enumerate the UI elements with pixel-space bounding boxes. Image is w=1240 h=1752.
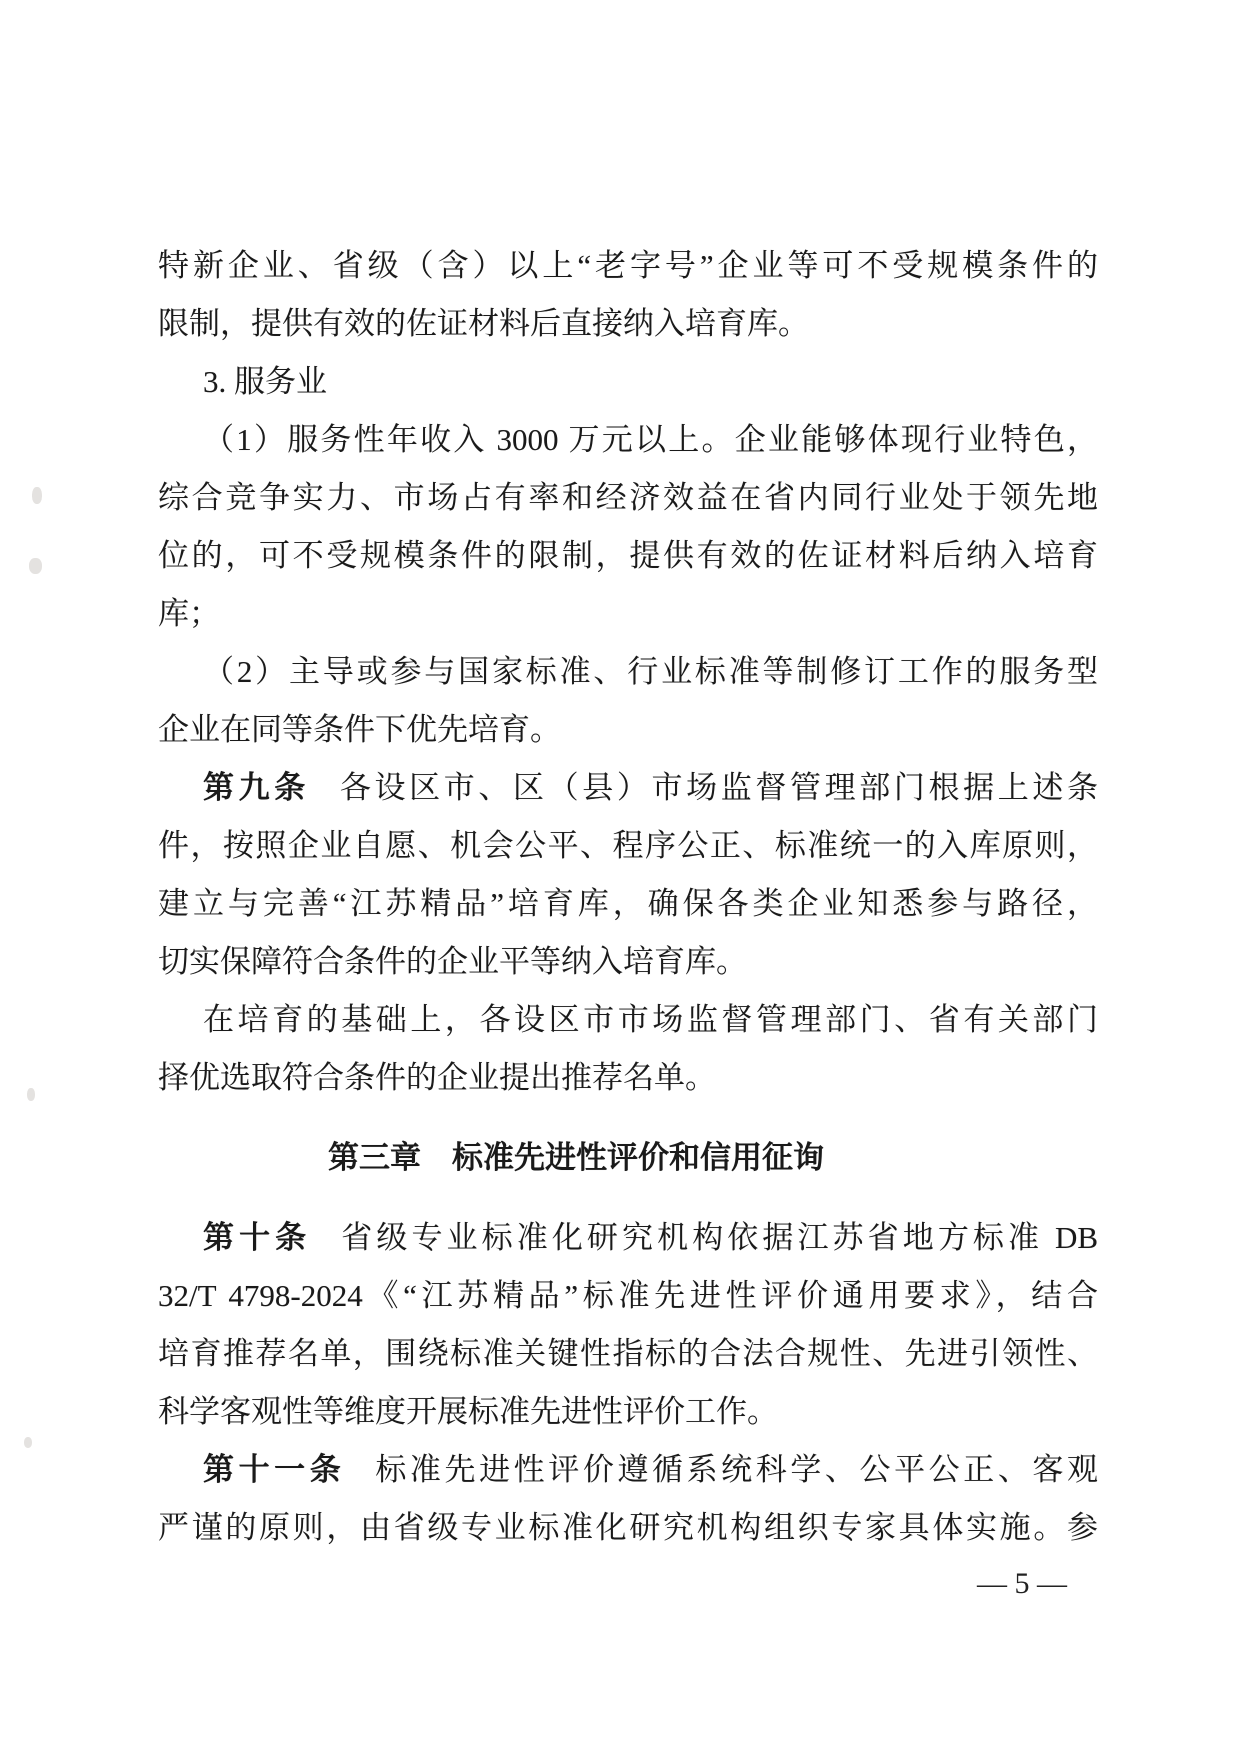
article-number: 第十条 xyxy=(203,1220,312,1255)
text-line: 特新企业、省级（含）以上“老字号”企业等可不受规模条件的 xyxy=(158,248,1098,283)
article-line: 第十条 省级专业标准化研究机构依据江苏省地方标准 DB xyxy=(203,1220,1099,1255)
text-line: 严谨的原则，由省级专业标准化研究机构组织专家具体实施。参 xyxy=(158,1510,1098,1545)
article-line: 第十一条 标准先进性评价遵循系统科学、公平公正、客观 xyxy=(203,1452,1099,1487)
text-line: 32/T 4798-2024《“江苏精品”标准先进性评价通用要求》，结合 xyxy=(158,1278,1098,1313)
chapter-title: 标准先进性评价和信用征询 xyxy=(452,1140,824,1175)
text-line: 件，按照企业自愿、机会公平、程序公正、标准统一的入库原则， xyxy=(158,828,1098,863)
text-line: 择优选取符合条件的企业提出推荐名单。 xyxy=(158,1060,716,1095)
chapter-number: 第三章 xyxy=(328,1140,421,1175)
scan-artifact xyxy=(32,487,42,504)
chapter-heading xyxy=(158,1129,994,1187)
text-line: 在培育的基础上，各设区市市场监督管理部门、省有关部门 xyxy=(203,1002,1098,1037)
scan-artifact xyxy=(27,1088,35,1101)
text-line: 企业在同等条件下优先培育。 xyxy=(158,712,561,747)
text-line: 科学客观性等维度开展标准先进性评价工作。 xyxy=(158,1394,778,1429)
document-body xyxy=(158,237,1098,1557)
text-line: （2）主导或参与国家标准、行业标准等制修订工作的服务型 xyxy=(203,654,1098,689)
article-number: 第十一条 xyxy=(203,1452,346,1487)
scan-artifact xyxy=(24,1437,32,1448)
text-line: 综合竞争实力、市场占有率和经济效益在省内同行业处于领先地 xyxy=(158,480,1098,515)
text-line: 限制，提供有效的佐证材料后直接纳入培育库。 xyxy=(158,306,809,341)
text-line: 库； xyxy=(158,596,220,631)
text-line: （1）服务性年收入 3000 万元以上。企业能够体现行业特色， xyxy=(203,422,1098,457)
text-line: 切实保障符合条件的企业平等纳入培育库。 xyxy=(158,944,747,979)
text-line: 建立与完善“江苏精品”培育库，确保各类企业知悉参与路径， xyxy=(158,886,1098,921)
article-number: 第九条 xyxy=(203,770,310,805)
article-line: 第九条 各设区市、区（县）市场监督管理部门根据上述条 xyxy=(203,770,1098,805)
text-line: 位的，可不受规模条件的限制，提供有效的佐证材料后纳入培育 xyxy=(158,538,1098,573)
scan-artifact xyxy=(29,558,42,574)
text-line: 培育推荐名单，围绕标准关键性指标的合法合规性、先进引领性、 xyxy=(158,1336,1098,1371)
list-item: 3. 服务业 xyxy=(203,364,327,399)
page-number: — 5 — xyxy=(977,1567,1067,1600)
